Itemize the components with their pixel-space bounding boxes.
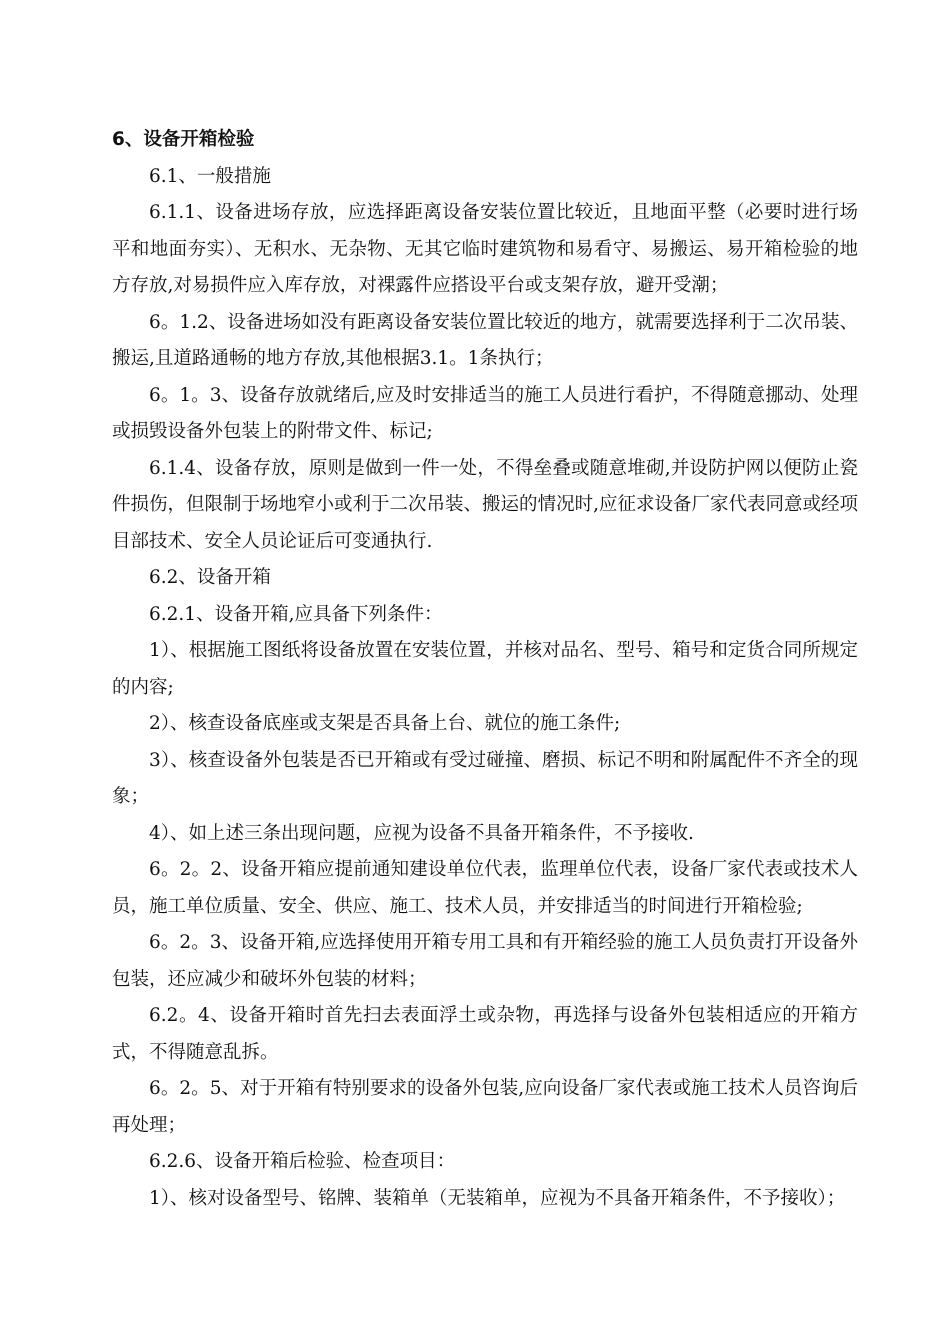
paragraph-6-2-1: 6.2.1、设备开箱,应具备下列条件： — [149, 603, 443, 625]
section-heading: 6、设备开箱检验 — [112, 129, 255, 150]
paragraph-6-2-6: 6.2.6、设备开箱后检验、检查项目： — [149, 1151, 456, 1172]
list-item-1: 1）、根据施工图纸将设备放置在安装位置，并核对品名、型号、箱号和定货合同所规定的内容; — [112, 640, 858, 698]
list-item-2: 2）、核查设备底座或支架是否具备上台、就位的施工条件; — [149, 713, 621, 734]
paragraph-6-1-2: 6。1.2、设备进场如没有距离设备安装位置比较近的地方，就需要选择利于二次吊装、搬运,且道路通畅的地方存放,其他根据3.1。1条执行； — [112, 311, 858, 369]
paragraph-6-2-2: 6。2。2、设备开箱应提前通知建设单位代表，监理单位代表，设备厂家代表或技术人员，施工单位质量、安全、供应、施工、技术人员，并安排适当的时间进行开箱检验; — [112, 859, 858, 917]
paragraph-6-2-4: 6.2。4、设备开箱时首先扫去表面浮土或杂物，再选择与设备外包装相适应的开箱方式，不得随意乱拆。 — [112, 1005, 858, 1063]
document-body — [112, 122, 858, 1217]
list-item-3: 3）、核查设备外包装是否已开箱或有受过碰撞、磨损、标记不明和附属配件不齐全的现象； — [112, 749, 858, 807]
paragraph-6-1-3: 6。1。3、设备存放就绪后,应及时安排适当的施工人员进行看护，不得随意挪动、处理或损毁设备外包装上的附带文件、标记; — [112, 384, 858, 442]
check-item-1: 1）、核对设备型号、铭牌、装箱单（无装箱单，应视为不具备开箱条件，不予接收）； — [149, 1187, 846, 1209]
list-item-4: 4）、如上述三条出现问题，应视为设备不具备开箱条件，不予接收. — [149, 822, 694, 844]
paragraph-6-2-3: 6。2。3、设备开箱,应选择使用开箱专用工具和有开箱经验的施工人员负责打开设备外包装，还应减少和破坏外包装的材料； — [112, 932, 858, 990]
paragraph-6-2-5: 6。2。5、对于开箱有特别要求的设备外包装,应向设备厂家代表或施工技术人员咨询后再处理； — [112, 1078, 858, 1136]
paragraph-6-1-4: 6.1.4、设备存放，原则是做到一件一处，不得垒叠或随意堆砌,并设防护网以便防止瓷件损伤，但限制于场地窄小或利于二次吊装、搬运的情况时,应征求设备厂家代表同意或经项目部技术、安全人员论证后可变通执行. — [112, 457, 858, 552]
paragraph-6-1-1: 6.1.1、设备进场存放，应选择距离设备安装位置比较近，且地面平整（必要时进行场平和地面夯实）、无积水、无杂物、无其它临时建筑物和易看守、易搬运、易开箱检验的地方存放,对易损件应入库存放，对裸露件应搭设平台或支架存放，避开受潮； — [112, 202, 858, 296]
paragraph-6-1: 6.1、一般措施 — [149, 165, 271, 187]
paragraph-6-2: 6.2、设备开箱 — [149, 567, 271, 588]
